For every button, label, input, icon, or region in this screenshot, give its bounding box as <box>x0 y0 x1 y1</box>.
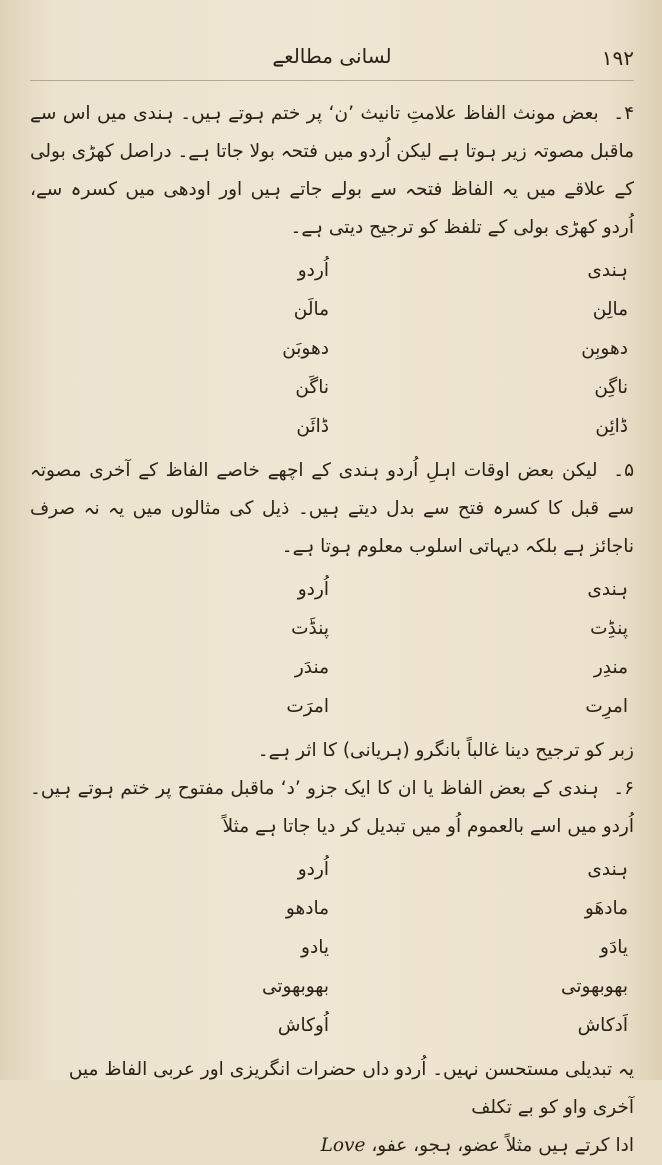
hindi-word: یادَو <box>600 937 628 958</box>
urdu-word: مادھو <box>285 898 329 919</box>
table-row <box>30 609 634 648</box>
section-4-number: ۴۔ <box>613 103 634 124</box>
urdu-word: دھوبَن <box>282 338 329 359</box>
column-header-urdu: اُردو <box>297 260 329 281</box>
table-row <box>30 329 634 368</box>
hindi-word: مالِن <box>592 299 628 320</box>
section-6-paragraph <box>30 770 634 846</box>
table-row <box>30 368 634 407</box>
section-5-note: زبر کو ترجیح دینا غالباً بانگرو (ہریانی) کا اثر ہے۔ <box>257 740 634 761</box>
urdu-word: بھوبھوتی <box>261 976 329 997</box>
page-number: ۱۹۲ <box>601 46 634 70</box>
page-header <box>30 40 634 81</box>
urdu-word: پنڈَت <box>291 618 329 639</box>
section-6-number: ۶۔ <box>613 778 634 799</box>
column-header-hindi: ہندی <box>587 260 628 281</box>
table-row <box>30 687 634 726</box>
table-row <box>30 648 634 687</box>
section-6-note-text: ادا کرتے ہیں مثلاً عضو، ہجو، عفو، <box>371 1135 634 1156</box>
hindi-word: دھوبِن <box>581 338 628 359</box>
section-6-text: ہندی کے بعض الفاظ یا ان کا ایک جزو ’د‘ ماقبل مفتوح پر ختم ہوتے ہیں۔ اُردو میں اسے بالعموم اُو میں تبدیل کر دیا جاتا ہے مثلاً <box>30 778 634 837</box>
section-6-note-line-2 <box>30 1127 634 1165</box>
urdu-word: امرَت <box>286 696 329 717</box>
column-header-urdu: اُردو <box>297 579 329 600</box>
table-header-row <box>30 570 634 609</box>
hindi-word: مادھَو <box>584 898 628 919</box>
column-header-urdu: اُردو <box>297 859 329 880</box>
hindi-word: مندِر <box>593 657 628 678</box>
urdu-word: مالَن <box>293 299 329 320</box>
section-4-text: بعض مونث الفاظ علامتِ تانیث ’ن‘ پر ختم ہوتے ہیں۔ ہندی میں اس سے ماقبل مصوتہ زیر ہوتا ہے لیکن اُردو میں فتحہ بولا جاتا ہے۔ دراصل کھڑی بولی کے علاقے میں یہ الفاظ فتحہ سے بولے جاتے ہیں اور اودھی میں کسرہ سے، اُردو کھڑی بولی کے تلفظ کو ترجیح دیتی ہے۔ <box>30 103 634 238</box>
urdu-word: ڈائَن <box>296 416 329 437</box>
urdu-word: ناگَن <box>295 377 329 398</box>
table-row <box>30 928 634 967</box>
hindi-word: پنڈِت <box>590 618 628 639</box>
table-row <box>30 1006 634 1045</box>
urdu-word: مندَر <box>294 657 329 678</box>
english-word: Love <box>320 1135 366 1156</box>
urdu-word: یادو <box>301 937 329 958</box>
column-header-hindi: ہندی <box>587 579 628 600</box>
table-row <box>30 889 634 928</box>
table-header-row <box>30 251 634 290</box>
table-row <box>30 290 634 329</box>
section-5-table <box>30 570 634 726</box>
section-6-note-line-1: یہ تبدیلی مستحسن نہیں۔ اُردو داں حضرات انگریزی اور عربی الفاظ میں آخری واو کو بے تکلف <box>68 1059 634 1118</box>
table-row <box>30 967 634 1006</box>
hindi-word: بھوبھوتی <box>560 976 628 997</box>
table-row <box>30 407 634 446</box>
hindi-word: ڈائِن <box>595 416 628 437</box>
section-5-text: لیکن بعض اوقات اہلِ اُردو ہندی کے اچھے خاصے الفاظ کے آخری مصوتہ سے قبل کا کسرہ فتح سے بدل دیتے ہیں۔ ذیل کی مثالوں میں یہ نہ صرف ناجائز ہے بلکہ دیہاتی اسلوب معلوم ہوتا ہے۔ <box>30 460 634 557</box>
table-header-row <box>30 850 634 889</box>
column-header-hindi: ہندی <box>587 859 628 880</box>
section-4-paragraph <box>30 95 634 247</box>
hindi-word: اَدکاش <box>577 1015 628 1036</box>
hindi-word: ناگِن <box>594 377 628 398</box>
urdu-word: اُوکاش <box>277 1015 329 1036</box>
section-4-table <box>30 251 634 446</box>
section-5-paragraph <box>30 452 634 566</box>
section-5-number: ۵۔ <box>613 460 634 481</box>
hindi-word: امرِت <box>585 696 628 717</box>
running-title: لسانی مطالعے <box>272 44 392 68</box>
section-6-table <box>30 850 634 1045</box>
